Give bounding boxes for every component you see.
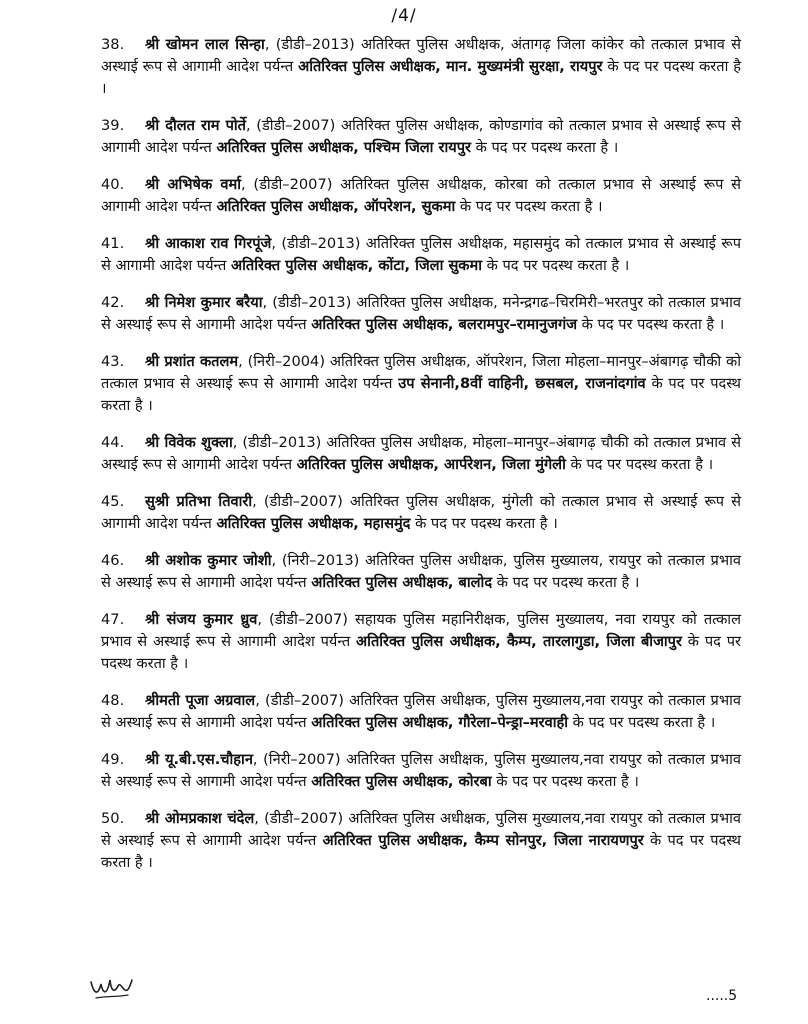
entry-suffix: के पद पर पदस्थ करता है । — [410, 515, 558, 532]
entry-suffix: के पद पर पदस्थ करता है । — [101, 832, 741, 871]
officer-name: सुश्री प्रतिभा तिवारी — [145, 493, 253, 510]
entry-details: , (डीडी–2007) अतिरिक्त पुलिस अधीक्षक, पुलिस मुख्यालय,नवा रायपुर को तत्काल प्रभाव से अस्थाई रूप से आगामी आदेश पर्यन्त — [101, 692, 741, 731]
entry-suffix: के पद पर पदस्थ करता है । — [492, 574, 640, 591]
entry-number: 49. — [101, 751, 125, 768]
officer-name: श्री यू.बी.एस.चौहान — [145, 751, 253, 768]
entry-number: 42. — [101, 294, 125, 311]
entry-number: 38. — [101, 36, 125, 53]
entry-suffix: के पद पर पदस्थ करता है । — [491, 773, 639, 790]
entry-details: , (निरी–2004) अतिरिक्त पुलिस अधीक्षक, ऑपरेशन, जिला मोहला–मानपुर–अंबागढ़ चौकी को तत्काल प्रभाव से अस्थाई रूप से आगामी आदेश पर्यन्त — [101, 353, 741, 392]
order-entry — [101, 690, 741, 734]
entry-suffix: के पद पर पदस्थ करता है । — [577, 316, 725, 333]
officer-name: श्रीमती पूजा अग्रवाल — [145, 692, 256, 709]
order-entry — [101, 34, 741, 100]
entry-details: , (निरी–2013) अतिरिक्त पुलिस अधीक्षक, पुलिस मुख्यालय, रायपुर को तत्काल प्रभाव से अस्थाई रूप से आगामी आदेश पर्यन्त — [101, 552, 741, 591]
officer-name: श्री संजय कुमार ध्रुव — [145, 611, 258, 628]
entry-suffix: के पद पर पदस्थ करता है । — [568, 714, 716, 731]
order-entry — [101, 432, 741, 476]
entry-number: 50. — [101, 810, 125, 827]
order-entry — [101, 115, 741, 159]
entry-suffix: के पद पर पदस्थ करता है । — [101, 58, 741, 97]
officer-name: श्री अशोक कुमार जोशी — [145, 552, 272, 569]
order-entry — [101, 491, 741, 535]
posting-title: अतिरिक्त पुलिस अधीक्षक, पश्चिम जिला रायपुर — [216, 139, 472, 156]
entry-number: 46. — [101, 552, 125, 569]
officer-name: श्री विवेक शुक्ला — [145, 434, 233, 451]
entry-details: , (डीडी–2007) अतिरिक्त पुलिस अधीक्षक, कोरबा को तत्काल प्रभाव से अस्थाई रूप से आगामी आदेश पर्यन्त — [101, 176, 741, 215]
order-entry — [101, 174, 741, 218]
entry-suffix: के पद पर पदस्थ करता है । — [471, 139, 619, 156]
entry-details: , (डीडी–2013) अतिरिक्त पुलिस अधीक्षक, अंतागढ़ जिला कांकेर को तत्काल प्रभाव से अस्थाई रूप से आगामी आदेश पर्यन्त — [101, 36, 741, 75]
officer-name: श्री प्रशांत कतलम — [145, 353, 239, 370]
posting-title: अतिरिक्त पुलिस अधीक्षक, बालोद — [311, 574, 493, 591]
posting-title: अतिरिक्त पुलिस अधीक्षक, कोरबा — [311, 773, 492, 790]
entry-number: 45. — [101, 493, 125, 510]
entry-suffix: के पद पर पदस्थ करता है । — [101, 633, 742, 672]
posting-title: अतिरिक्त पुलिस अधीक्षक, कोंटा, जिला सुकमा — [231, 257, 483, 274]
entry-number: 48. — [101, 692, 125, 709]
order-entry — [101, 808, 741, 874]
entry-suffix: के पद पर पदस्थ करता है । — [565, 456, 714, 473]
posting-title: अतिरिक्त पुलिस अधीक्षक, बलरामपुर–रामानुजगंज — [311, 316, 578, 333]
order-entry — [101, 550, 741, 594]
entry-number: 41. — [101, 235, 125, 252]
order-entry — [101, 233, 741, 277]
signature-initials — [88, 968, 134, 1002]
officer-name: श्री अभिषेक वर्मा — [145, 176, 242, 193]
page-number: /4/ — [391, 6, 417, 26]
entry-details: , (डीडी–2013) अतिरिक्त पुलिस अधीक्षक, महासमुंद को तत्काल प्रभाव से अस्थाई रूप से आगामी आदेश पर्यन्त — [101, 235, 741, 274]
entry-suffix: के पद पर पदस्थ करता है । — [482, 257, 630, 274]
entry-details: , (डीडी–2007) सहायक पुलिस महानिरीक्षक, पुलिस मुख्यालय, नवा रायपुर को तत्काल प्रभाव से अस्थाई रूप से आगामी आदेश पर्यन्त — [101, 611, 741, 650]
entry-number: 40. — [101, 176, 125, 193]
entry-details: , (निरी–2007) अतिरिक्त पुलिस अधीक्षक, पुलिस मुख्यालय,नवा रायपुर को तत्काल प्रभाव से अस्थाई रूप से आगामी आदेश पर्यन्त — [101, 751, 741, 790]
entry-number: 47. — [101, 611, 125, 628]
entry-details: , (डीडी–2007) अतिरिक्त पुलिस अधीक्षक, पुलिस मुख्यालय,नवा रायपुर को तत्काल प्रभाव से अस्थाई रूप से आगामी आदेश पर्यन्त — [101, 810, 741, 849]
officer-name: श्री दौलत राम पोर्ते — [145, 117, 246, 134]
posting-title: अतिरिक्त पुलिस अधीक्षक, गौरेला–पेन्ड्रा–मरवाही — [311, 714, 569, 731]
posting-title: अतिरिक्त पुलिस अधीक्षक, ऑपरेशन, सुकमा — [216, 198, 456, 215]
order-entries — [101, 34, 741, 889]
posting-title: अतिरिक्त पुलिस अधीक्षक, आर्परेशन, जिला मुंगेली — [296, 456, 566, 473]
posting-title: उप सेनानी,8वीं वाहिनी, छसबल, राजनांदगांव — [398, 375, 646, 392]
posting-title: अतिरिक्त पुलिस अधीक्षक, कैम्प, तारलागुडा, जिला बीजापुर — [356, 633, 682, 650]
continuation-marker: .....5 — [706, 988, 738, 1004]
posting-title: अतिरिक्त पुलिस अधीक्षक, मान. मुख्यमंत्री सुरक्षा, रायपुर — [298, 58, 603, 75]
entry-number: 44. — [101, 434, 125, 451]
entry-details: , (डीडी–2013) अतिरिक्त पुलिस अधीक्षक, मनेन्द्रगढ–चिरमिरी–भरतपुर को तत्काल प्रभाव से अस्थाई रूप से आगामी आदेश पर्यन्त — [101, 294, 741, 333]
entry-details: , (डीडी–2007) अतिरिक्त पुलिस अधीक्षक, मुंगेली को तत्काल प्रभाव से अस्थाई रूप से आगामी आदेश पर्यन्त — [101, 493, 741, 532]
posting-title: अतिरिक्त पुलिस अधीक्षक, कैम्प सोनपुर, जिला नारायणपुर — [322, 832, 644, 849]
entry-details: , (डीडी–2007) अतिरिक्त पुलिस अधीक्षक, कोण्डागांव को तत्काल प्रभाव से अस्थाई रूप से आगामी आदेश पर्यन्त — [101, 117, 741, 156]
entry-details: , (डीडी–2013) अतिरिक्त पुलिस अधीक्षक, मोहला–मानपुर–अंबागढ़ चौकी को तत्काल प्रभाव से अस्थाई रूप से आगामी आदेश पर्यन्त — [101, 434, 742, 473]
officer-name: श्री खोमन लाल सिन्हा — [145, 36, 265, 53]
order-entry — [101, 749, 741, 793]
entry-number: 39. — [101, 117, 125, 134]
officer-name: श्री आकाश राव गिरपूंजे — [145, 235, 272, 252]
order-entry — [101, 292, 741, 336]
posting-title: अतिरिक्त पुलिस अधीक्षक, महासमुंद — [216, 515, 411, 532]
entry-suffix: के पद पर पदस्थ करता है । — [455, 198, 603, 215]
officer-name: श्री ओमप्रकाश चंदेल — [145, 810, 255, 827]
entry-suffix: के पद पर पदस्थ करता है । — [101, 375, 742, 414]
order-entry — [101, 609, 741, 675]
entry-number: 43. — [101, 353, 125, 370]
order-entry — [101, 351, 741, 417]
officer-name: श्री निमेश कुमार बरैया — [145, 294, 263, 311]
